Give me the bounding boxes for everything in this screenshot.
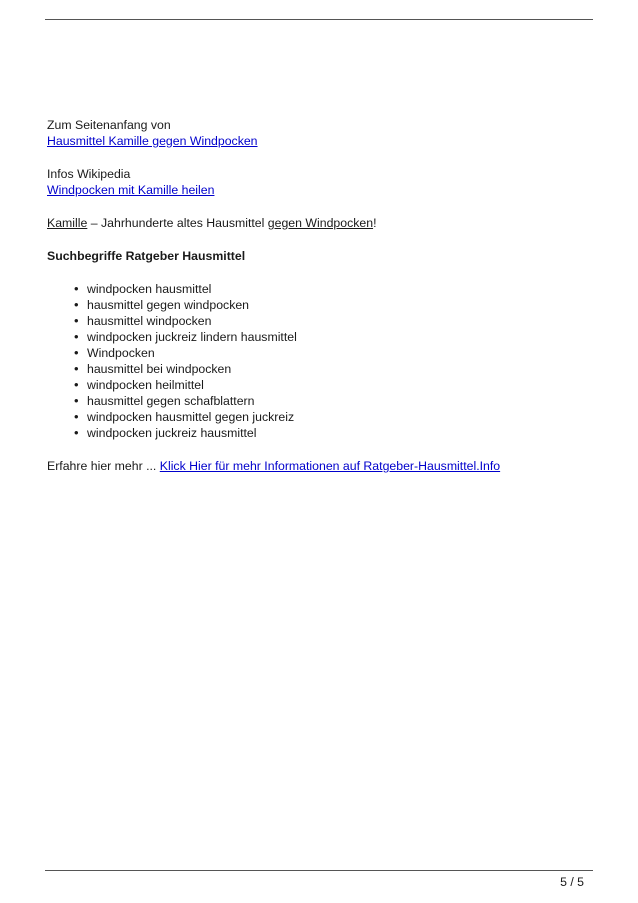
list-item-text: windpocken juckreiz lindern hausmittel — [87, 330, 297, 344]
list-item-text: hausmittel gegen schafblattern — [87, 394, 255, 408]
kamille-link[interactable]: Kamille — [47, 216, 88, 230]
list-item-text: windpocken hausmittel gegen juckreiz — [87, 410, 295, 424]
list-item — [74, 281, 587, 297]
sentence-end: ! — [373, 216, 377, 230]
page-content — [47, 117, 587, 491]
more-info-link[interactable]: Klick Hier für mehr Informationen auf Ratgeber-Hausmittel.Info — [159, 459, 501, 473]
list-item-text: hausmittel gegen windpocken — [87, 298, 250, 312]
list-item-text: windpocken heilmittel — [87, 378, 204, 392]
footer-rule — [45, 870, 593, 871]
top-link[interactable]: Hausmittel Kamille gegen Windpocken — [47, 134, 258, 148]
wiki-link[interactable]: Windpocken mit Kamille heilen — [47, 183, 215, 197]
bullet-icon: • — [74, 425, 79, 440]
wiki-label: Infos Wikipedia — [47, 167, 131, 181]
bullet-icon: • — [74, 329, 79, 344]
top-section — [47, 117, 587, 149]
bullet-icon: • — [74, 409, 79, 424]
list-item — [74, 425, 587, 441]
search-terms-list — [47, 281, 587, 441]
list-item — [74, 393, 587, 409]
list-item — [74, 329, 587, 345]
list-item-text: windpocken juckreiz hausmittel — [87, 426, 257, 440]
bullet-icon: • — [74, 361, 79, 376]
bullet-icon: • — [74, 377, 79, 392]
bullet-icon: • — [74, 281, 79, 296]
list-item-text: hausmittel bei windpocken — [87, 362, 232, 376]
page-number: 5 / 5 — [560, 875, 584, 889]
list-item-text: windpocken hausmittel — [87, 282, 212, 296]
gegen-windpocken-link[interactable]: gegen Windpocken — [267, 216, 374, 230]
more-info-line — [47, 458, 587, 474]
bullet-icon: • — [74, 393, 79, 408]
list-item — [74, 377, 587, 393]
header-rule — [45, 19, 593, 20]
list-item — [74, 361, 587, 377]
kamille-sentence — [47, 215, 587, 231]
bullet-icon: • — [74, 345, 79, 360]
list-item — [74, 345, 587, 361]
list-item — [74, 297, 587, 313]
wiki-section — [47, 166, 587, 198]
list-item — [74, 313, 587, 329]
bullet-icon: • — [74, 297, 79, 312]
sentence-middle: – Jahrhunderte altes Hausmittel — [87, 216, 268, 230]
bullet-icon: • — [74, 313, 79, 328]
top-label: Zum Seitenanfang von — [47, 118, 171, 132]
list-item — [74, 409, 587, 425]
search-terms-heading: Suchbegriffe Ratgeber Hausmittel — [47, 249, 246, 263]
list-item-text: hausmittel windpocken — [87, 314, 212, 328]
more-text: Erfahre hier mehr ... — [47, 459, 160, 473]
list-item-text: Windpocken — [87, 346, 155, 360]
